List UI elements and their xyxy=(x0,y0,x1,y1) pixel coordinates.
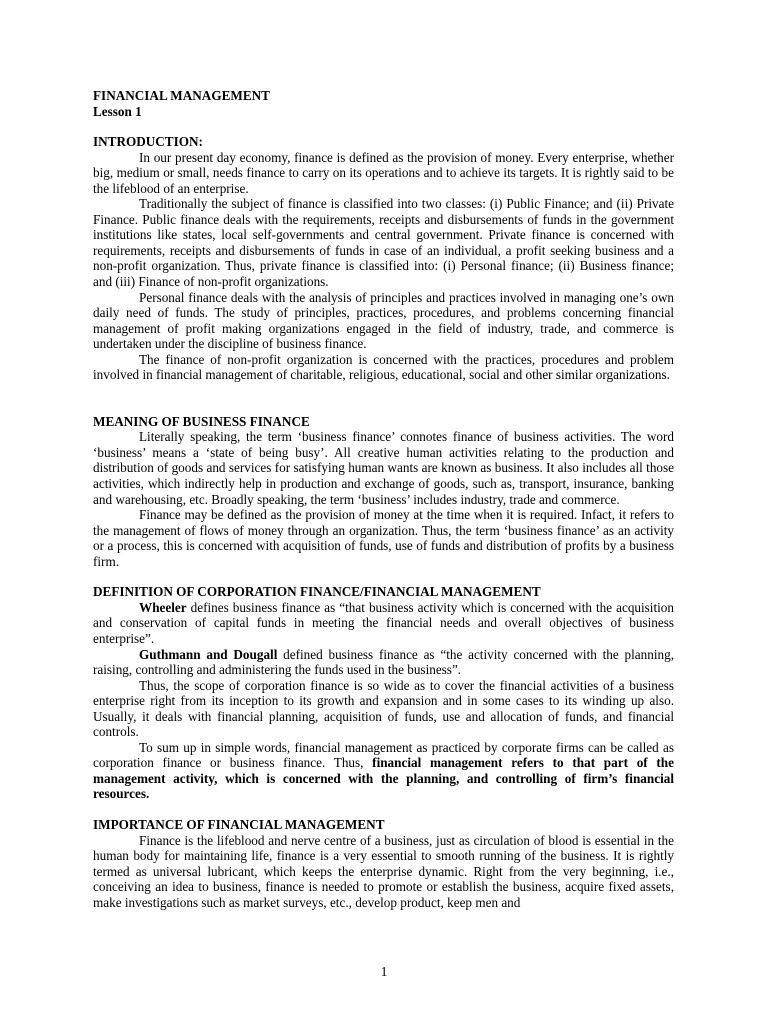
meaning-paragraph: Finance may be defined as the provision of money at the time when it is required. Infact, it refers to the management of flows of money through an organization. Thus, the term ‘business finance’ as an activity or a process, this is concerned with acquisition of funds, use of funds and distribution of profits by a business firm. xyxy=(93,507,674,569)
intro-heading: INTRODUCTION: xyxy=(93,134,203,150)
definition-heading: DEFINITION OF CORPORATION FINANCE/FINANCIAL MANAGEMENT xyxy=(93,584,541,600)
meaning-heading: MEANING OF BUSINESS FINANCE xyxy=(93,413,310,429)
intro-paragraph: Personal finance deals with the analysis of principles and practices involved in managing one’s own daily need of funds. The study of principles, practices, procedures, and problems concerning financial management of profit making organizations engaged in the field of industry, trade, and commerce is undertaken under the discipline of business finance. xyxy=(93,289,674,352)
guthmann-paragraph xyxy=(93,647,674,678)
summary-paragraph xyxy=(93,740,674,802)
intro-paragraph: In our present day economy, finance is defined as the provision of money. Every enterprise, whether big, medium or small, needs finance to carry on its operations and to achieve its targets. It is rightly said to be the lifeblood of an enterprise. xyxy=(93,149,674,196)
summary-definition-bold: financial management refers to that part of the management activity, which is concerned with the planning, and controlling of firm’s financial resources. xyxy=(93,755,674,802)
intro-paragraph: The finance of non-profit organization is concerned with the practices, procedures and problem involved in financial management of charitable, religious, educational, social and other similar organizations. xyxy=(93,351,674,383)
importance-heading: IMPORTANCE OF FINANCIAL MANAGEMENT xyxy=(93,816,385,832)
importance-paragraph: Finance is the lifeblood and nerve centre of a business, just as circulation of blood is essential in the human body for maintaining life, finance is a very essential to smooth running of the business. It is rightly termed as universal lubricant, which keeps the enterprise dynamic. Right from the very beginning, i.e., conceiving an idea to business, finance is needed to promote or establish the business, acquire fixed assets, make investigations such as market surveys, etc., develop product, keep men and xyxy=(93,832,674,910)
meaning-paragraph: Literally speaking, the term ‘business finance’ connotes finance of business activities. The word ‘business’ means a ‘state of being busy’. All creative human activities relating to the production and distribution of goods and services for satisfying human wants are known as business. It also includes all those activities, which indirectly help in production and exchange of goods, such as, transport, insurance, banking and warehousing, etc. Broadly speaking, the term ‘business’ includes industry, trade and commerce. xyxy=(93,429,674,507)
page-number: 1 xyxy=(380,964,388,979)
wheeler-definition: defines business finance as “that business activity which is concerned with the acquisition and conservation of capital funds in meeting the financial needs and overall objectives of business enterprise”. xyxy=(93,599,674,646)
guthmann-name: Guthmann and Dougall xyxy=(139,646,278,662)
intro-paragraph: Traditionally the subject of finance is classified into two classes: (i) Public Finance; and (ii) Private Finance. Public finance deals with the requirements, receipts and disbursements of funds in the government institutions like states, local self-governments and central government. Private finance is concerned with requirements, receipts and disbursements of funds in case of an individual, a profit seeking business and a non-profit organization. Thus, private finance is classified into: (i) Personal finance; (ii) Business finance; and (iii) Finance of non-profit organizations. xyxy=(93,196,674,290)
document-page xyxy=(93,88,674,910)
guthmann-definition: defined business finance as “the activity concerned with the planning, raising, controlling and administering the funds used in the business”. xyxy=(93,646,674,678)
lesson-label: Lesson 1 xyxy=(93,103,142,119)
document-title: FINANCIAL MANAGEMENT xyxy=(93,88,270,103)
scope-paragraph: Thus, the scope of corporation finance is so wide as to cover the financial activities of a business enterprise right from its inception to its growth and expansion and in some cases to its winding up also. Usually, it deals with financial planning, acquisition of funds, use and allocation of funds, and financial controls. xyxy=(93,677,674,740)
wheeler-name: Wheeler xyxy=(139,599,187,615)
wheeler-paragraph xyxy=(93,600,674,647)
summary-text: To sum up in simple words, financial management as practiced by corporate firms can be called as corporation finance or business finance. Thus, xyxy=(93,739,674,771)
